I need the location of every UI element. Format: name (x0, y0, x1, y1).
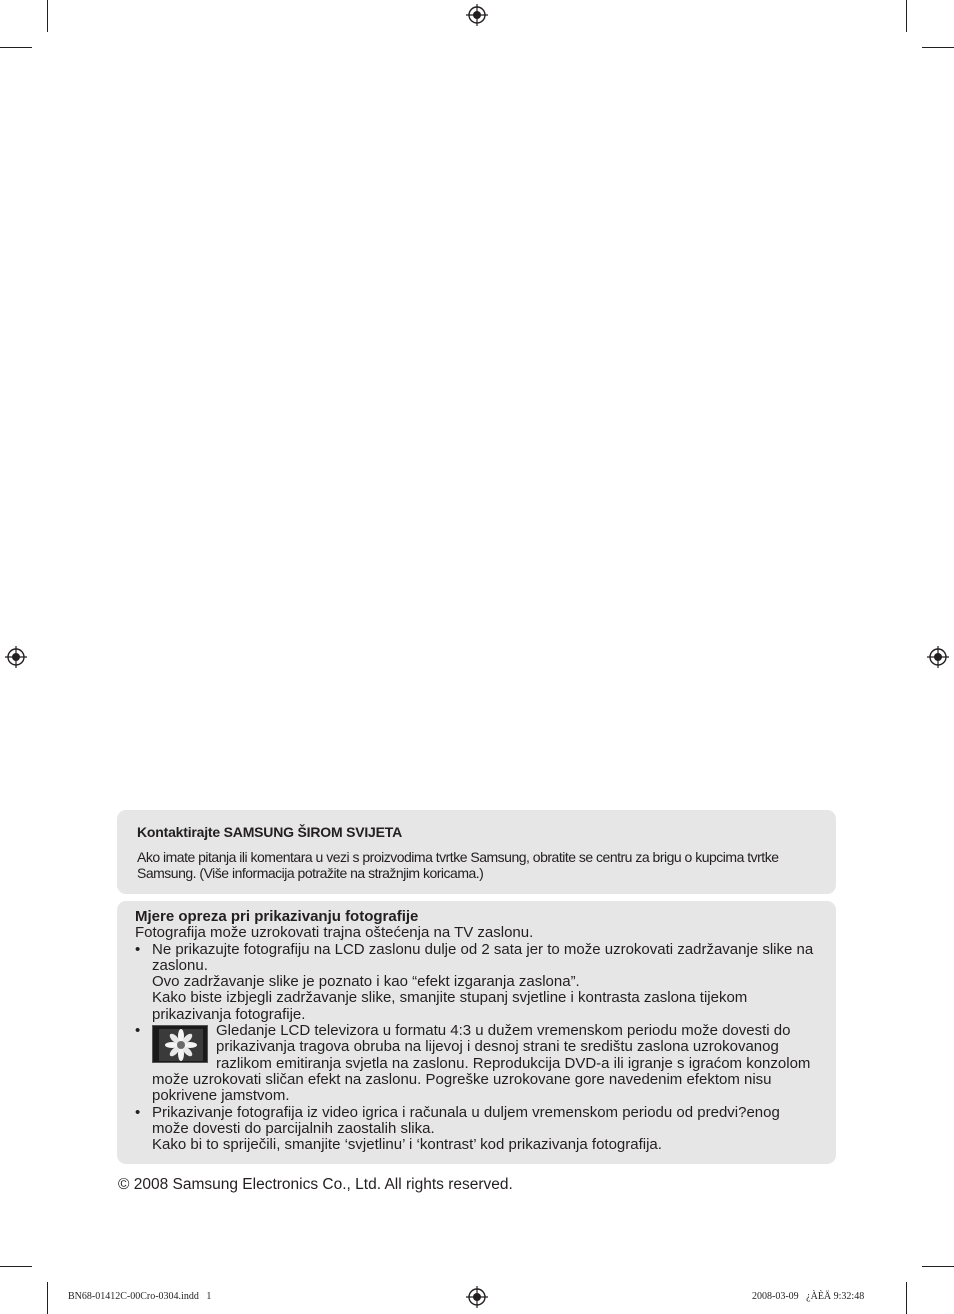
print-slug-timestamp: 2008-03-09 ¿ÀÈÄ 9:32:48 (752, 1291, 865, 1302)
contact-samsung-box (117, 810, 836, 894)
caution-item-1 (135, 942, 820, 1023)
photo-caution-box (117, 901, 836, 1164)
caution-item-1-line-2: Ovo zadržavanje slike je poznato i kao “efekt izgaranja zaslona”. (152, 973, 580, 991)
tv-flower-thumbnail-icon (152, 1025, 208, 1063)
caution-item-2-text: Gledanje LCD televizora u formatu 4:3 u dužem vremenskom periodu može dovesti do prikazivanja tragova obruba na lijevoj i desnoj strani te središtu zaslona uzrokovanog razlikom emitiranja svjetla na zaslonu. Reprodukcija DVD-a ili igranje s igraćom konzolom može uzrokovati sličan efekt na zaslonu. Pogreške uzrokovane gore navedenim efektom nisu pokrivene jamstvom. (152, 1022, 811, 1105)
caution-item-3-line-2: Kako bi to spriječili, smanjite ‘svjetlinu’ i ‘kontrast’ kod prikazivanja fotografija. (152, 1136, 662, 1154)
crop-mark (47, 1282, 48, 1314)
caution-title: Mjere opreza pri prikazivanju fotografije (135, 908, 419, 925)
registration-mark-icon (927, 646, 949, 668)
caution-item-3-line-1: Prikazivanje fotografija iz video igrica i računala u duljem vremenskom periodu od predvi?enog može dovesti do parcijalnih zaostalih slika. (152, 1103, 780, 1137)
contact-title: Kontaktirajte SAMSUNG ŠIROM SVIJETA (137, 824, 403, 840)
contact-body: Ako imate pitanja ili komentara u vezi s proizvodima tvrtke Samsung, obratite se centru za brigu o kupcima tvrtke Samsung. (Više informacija potražite na stražnjim koricama.) (137, 849, 779, 881)
caution-intro: Fotografija može uzrokovati trajna oštećenja na TV zaslonu. (135, 924, 534, 942)
caution-item-2 (135, 1023, 820, 1104)
print-slug-filename: BN68-01412C-00Cro-0304.indd 1 (68, 1291, 212, 1302)
registration-mark-icon (466, 4, 488, 26)
crop-mark (906, 0, 907, 32)
crop-mark (906, 1282, 907, 1314)
crop-mark (0, 1266, 32, 1267)
caution-item-3 (135, 1105, 820, 1154)
crop-mark (47, 0, 48, 32)
crop-mark (922, 47, 954, 48)
registration-mark-icon (5, 646, 27, 668)
caution-item-1-line-3: Kako biste izbjegli zadržavanje slike, smanjite stupanj svjetline i kontrasta zaslona tijekom prikazivanja fotografije. (152, 989, 748, 1023)
crop-mark (922, 1266, 954, 1267)
bullet-symbol: • (135, 1022, 141, 1040)
copyright-notice: © 2008 Samsung Electronics Co., Ltd. All rights reserved. (118, 1176, 513, 1193)
registration-mark-icon (466, 1286, 488, 1308)
caution-item-1-line-1: Ne prikazujte fotografiju na LCD zaslonu dulje od 2 sata jer to može uzrokovati zadržavanje slike na zaslonu. (152, 940, 814, 974)
bullet-symbol: • (135, 1103, 141, 1121)
crop-mark (0, 47, 32, 48)
bullet-symbol: • (135, 940, 141, 958)
